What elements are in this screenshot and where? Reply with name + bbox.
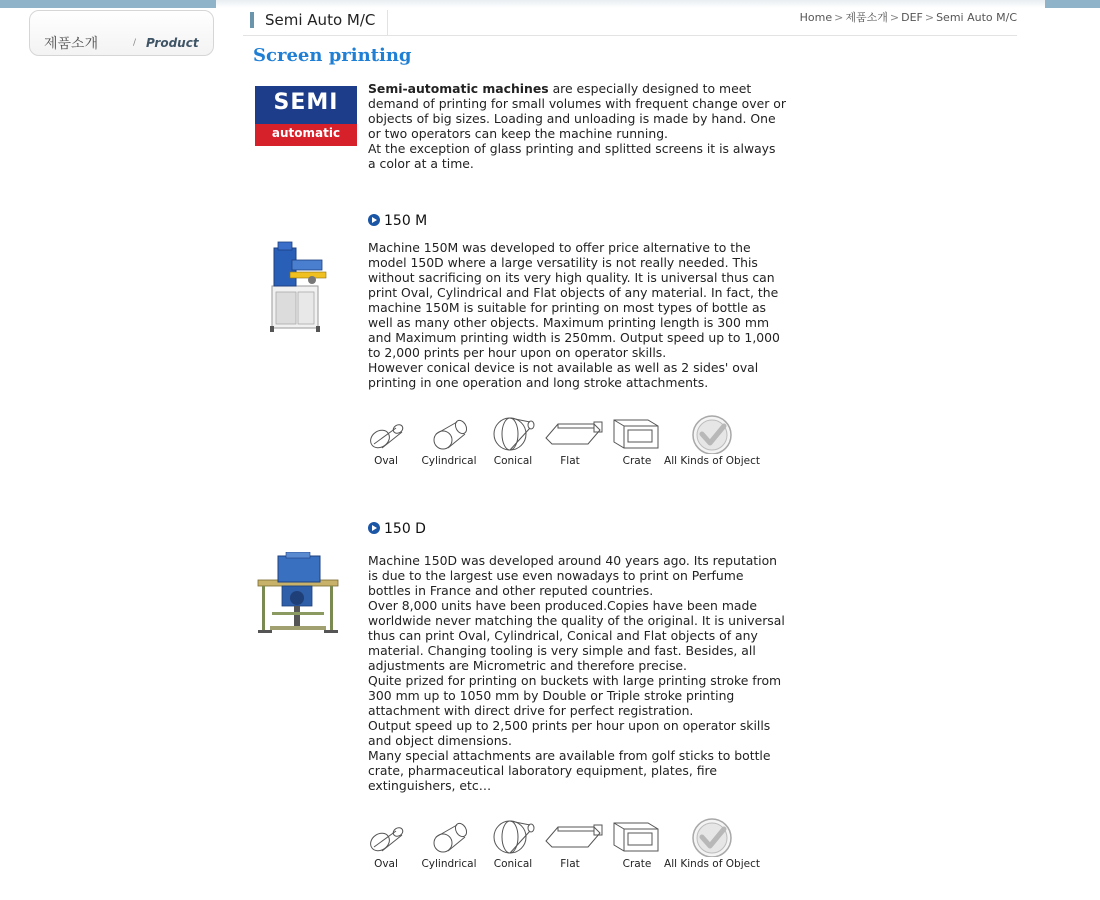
conical-object-icon	[490, 817, 536, 855]
object-label: Conical	[493, 858, 533, 870]
cylindrical-object-icon	[429, 414, 469, 452]
object-label: All Kinds of Object	[664, 455, 760, 467]
section-150d-paragraph-1: Machine 150D was developed around 40 years ago. Its reputation is due to the largest use even nowadays to print on Perfume bottles in France and other reputed countries.	[368, 553, 778, 598]
section-title-150m	[368, 213, 427, 229]
section-150d-paragraph-3: Quite prized for printing on buckets with large printing stroke from 300 mm up to 1050 mm by Double or Triple stroke printing attachment with direct drive for perfect registration.	[368, 673, 782, 718]
intro-bold-lead: Semi-automatic machines	[368, 81, 549, 96]
machine-150m-image	[264, 240, 330, 334]
section-150m-description	[368, 240, 786, 390]
checkmark-circle-icon	[690, 817, 734, 857]
object-type-conical	[490, 414, 536, 470]
crate-object-icon	[612, 817, 660, 855]
section-150m-paragraph-1: Machine 150M was developed to offer price alternative to the model 150D where a large versatility is not really needed. This without sacrificing on its very high quality. It is universal thus can print Oval, Cylindrical and Flat objects of any material. In fact, the machine 150M is suitable for printing on most types of bottle as well as many other objects. Maximum printing length is 300 mm and Maximum printing width is 250mm. Output speed up to 1,000 to 2,000 prints per hour upon on operator skills.	[368, 240, 780, 360]
object-types-150m	[368, 414, 768, 470]
header-title: Semi Auto M/C	[265, 11, 376, 29]
object-label: Cylindrical	[421, 858, 477, 870]
section-150d-paragraph-2: Over 8,000 units have been produced.Copies have been made worldwide never matching the quality of the original. It is universal thus can print Oval, Cylindrical, Conical and Flat objects of any material. Changing tooling is very simple and fast. Besides, all adjustments are Micrometric and therefore precise.	[368, 598, 785, 673]
side-menu-product-tab[interactable]	[29, 10, 214, 56]
conical-object-icon	[490, 414, 536, 452]
side-tab-english-label: Product	[146, 36, 199, 50]
header-underline	[243, 35, 1017, 36]
object-type-oval	[368, 414, 404, 470]
section-title-text: 150 D	[384, 521, 426, 537]
bullet-arrow-icon	[368, 522, 380, 534]
object-type-all-kinds	[664, 817, 760, 873]
cylindrical-object-icon	[429, 817, 469, 855]
checkmark-circle-icon	[690, 414, 734, 454]
breadcrumb	[800, 9, 1017, 25]
object-type-crate	[612, 817, 660, 873]
object-type-cylindrical	[420, 414, 478, 470]
object-label: Crate	[622, 455, 652, 467]
breadcrumb-separator: >	[924, 11, 935, 24]
breadcrumb-current: Semi Auto M/C	[936, 11, 1017, 24]
logo-text-automatic: automatic	[271, 126, 341, 140]
side-tab-separator: /	[133, 38, 137, 48]
section-150d-paragraph-5: Many special attachments are available from golf sticks to bottle crate, pharmaceutical laboratory equipment, plates, fire extinguishers, etc…	[368, 748, 771, 793]
section-150d-paragraph-4: Output speed up to 2,500 prints per hour upon on operator skills and object dimensions.	[368, 718, 771, 748]
machine-150d-image	[256, 552, 340, 638]
breadcrumb-product-link[interactable]: 제품소개	[845, 11, 888, 24]
object-type-flat	[544, 414, 604, 470]
object-label: Oval	[374, 858, 398, 870]
object-type-oval	[368, 817, 404, 873]
object-type-all-kinds	[664, 414, 760, 470]
object-type-crate	[612, 414, 660, 470]
object-type-flat	[544, 817, 604, 873]
page-title: Screen printing	[253, 45, 412, 66]
logo-text-semi: SEMI	[273, 90, 339, 115]
flat-object-icon	[544, 817, 604, 855]
intro-text-2: At the exception of glass printing and splitted screens it is always a color at a time.	[368, 141, 776, 171]
object-label: Conical	[493, 455, 533, 467]
header-accent-bar	[250, 12, 254, 28]
object-label: Flat	[560, 455, 580, 467]
object-label: All Kinds of Object	[664, 858, 760, 870]
side-tab-korean-label: 제품소개	[44, 36, 99, 52]
breadcrumb-separator: >	[889, 11, 900, 24]
breadcrumb-home-link[interactable]: Home	[799, 11, 833, 24]
flat-object-icon	[544, 414, 604, 452]
header-divider	[387, 10, 388, 35]
oval-object-icon	[368, 414, 404, 452]
semi-automatic-logo	[255, 86, 357, 146]
object-label: Oval	[374, 455, 398, 467]
object-type-cylindrical	[420, 817, 478, 873]
breadcrumb-def-link[interactable]: DEF	[901, 11, 923, 24]
oval-object-icon	[368, 817, 404, 855]
object-label: Flat	[560, 858, 580, 870]
intro-text	[368, 81, 786, 171]
section-title-text: 150 M	[384, 213, 428, 229]
section-150m-paragraph-2: However conical device is not available as well as 2 sides' oval printing in one operation and long stroke attachments.	[368, 360, 759, 390]
object-label: Crate	[622, 858, 652, 870]
section-150d-description	[368, 553, 786, 793]
intro-text-1: are especially designed to meet demand of printing for small volumes with frequent change over or objects of big sizes. Loading and unloading is made by hand. One or two operators can keep the machine running.	[368, 81, 786, 141]
bullet-arrow-icon	[368, 214, 380, 226]
crate-object-icon	[612, 414, 660, 452]
object-label: Cylindrical	[421, 455, 477, 467]
object-types-150d	[368, 817, 768, 873]
object-type-conical	[490, 817, 536, 873]
section-title-150d	[368, 521, 426, 537]
breadcrumb-separator: >	[834, 11, 844, 24]
